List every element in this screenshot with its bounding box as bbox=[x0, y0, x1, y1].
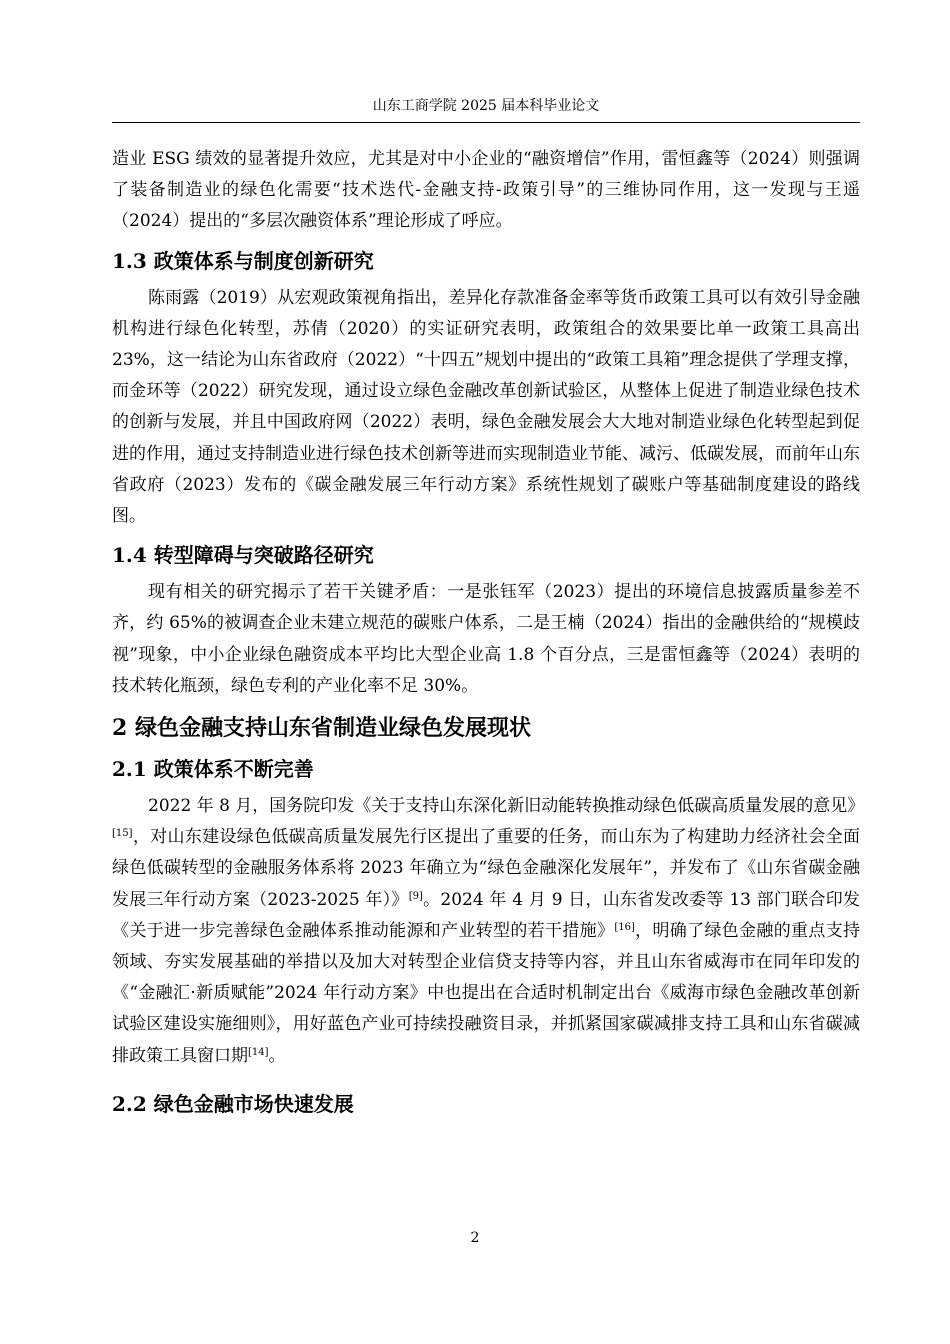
running-header: 山东工商学院 2025 届本科毕业论文 bbox=[372, 98, 600, 114]
header-rule bbox=[112, 122, 860, 123]
page-content bbox=[112, 144, 865, 1126]
text-run: 。2024 年 4 月 9 日，山东省发改委等 13 部门联合印发《关于进一步完善绿色金融体系推动能源和产业转型的若干措施》 bbox=[112, 889, 860, 941]
section-heading-1-4: 1.4 转型障碍与突破路径研究 bbox=[112, 543, 374, 568]
page-number: 2 bbox=[470, 1230, 480, 1246]
paragraph-continued: 造业 ESG 绩效的显著提升效应，尤其是对中小企业的“融资增信”作用，雷恒鑫等（2024）则强调了装备制造业的绿色化需要“技术迭代-金融支持-政策引导”的三维协同作用，这一发现与王遥（2024）提出的“多层次融资体系”理论形成了呼应。 bbox=[112, 149, 860, 232]
paragraph-1-4: 现有相关的研究揭示了若干关键矛盾：一是张钰军（2023）提出的环境信息披露质量参差不齐，约 65%的被调查企业未建立规范的碳账户体系，二是王楠（2024）指出的金融供给的“规模歧视”现象，中小企业绿色融资成本平均比大型企业高 1.8 个百分点，三是雷恒鑫等（2024）表明的技术转化瓶颈，绿色专利的产业化率不足 30%。 bbox=[112, 582, 860, 696]
paragraph-1-3: 陈雨露（2019）从宏观政策视角指出，差异化存款准备金率等货币政策工具可以有效引导金融机构进行绿色化转型，苏倩（2020）的实证研究表明，政策组合的效果要比单一政策工具高出 23%，这一结论为山东省政府（2022）“十四五”规划中提出的“政策工具箱”理念提供了学理支撑，而金环等（2022）研究发现，通过设立绿色金融改革创新试验区，从整体上促进了制造业绿色技术的创新与发展，并且中国政府网（2022）表明，绿色金融发展会大大地对制造业绿色化转型起到促进的作用，通过支持制造业进行绿色技术创新等进而实现制造业节能、减污、低碳发展，而前年山东省政府（2023）发布的《碳金融发展三年行动方案》系统性规划了碳账户等基础制度建设的路线图。 bbox=[112, 287, 860, 527]
text-run: ，明确了绿色金融的重点支持领域、夯实发展基础的举措以及加大对转型企业信贷支持等内容，并且山东省威海市在同年印发的《“金融汇·新质赋能”2024 年行动方案》中也提出在合适时机制定出台《威海市绿色金融改革创新试验区建设实施细则》，用好蓝色产业可持续投融资目录，并抓紧国家碳减排支持工具和山东省碳减排政策工具窗口期 bbox=[112, 920, 861, 1066]
citation-15: [15] bbox=[112, 828, 133, 840]
paragraph-2-1 bbox=[112, 791, 865, 1072]
text-run: 2022 年 8 月，国务院印发《关于支持山东深化新旧动能转换推动绿色低碳高质量发展的意见》 bbox=[148, 796, 865, 817]
text-run: ，对山东建设绿色低碳高质量发展先行区提出了重要的任务，而山东为了构建助力经济社会全面绿色低碳转型的金融服务体系将 2023 年确立为“绿色金融深化发展年”，并发布了《山东省碳金融发展三年行动方案（2023-2025 年）》 bbox=[112, 827, 860, 910]
text-run: 。 bbox=[268, 1045, 286, 1066]
section-heading-1-3: 1.3 政策体系与制度创新研究 bbox=[112, 248, 374, 273]
section-heading-2-1: 2.1 政策体系不断完善 bbox=[112, 757, 314, 782]
citation-9: [9] bbox=[408, 890, 423, 902]
citation-16: [16] bbox=[614, 921, 635, 933]
section-heading-2-2: 2.2 绿色金融市场快速发展 bbox=[112, 1091, 354, 1116]
chapter-heading-2: 2 绿色金融支持山东省制造业绿色发展现状 bbox=[112, 715, 531, 742]
citation-14: [14] bbox=[248, 1046, 269, 1058]
